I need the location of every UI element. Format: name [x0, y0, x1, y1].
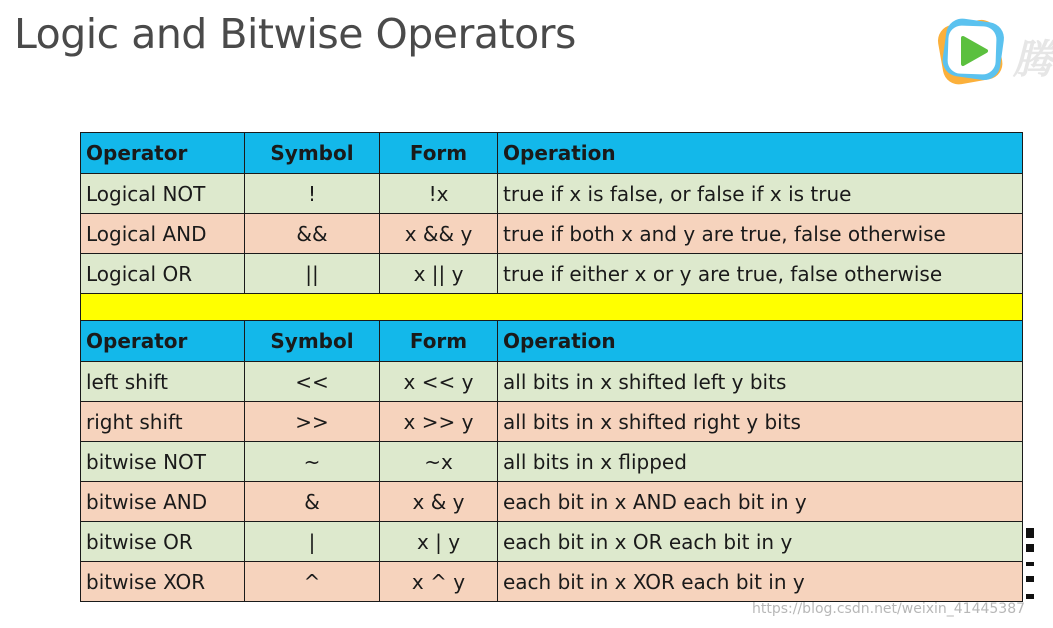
header-form: Form — [380, 321, 498, 362]
table-row — [81, 562, 1023, 602]
symbol-cell: ~ — [245, 442, 380, 482]
table-row — [81, 362, 1023, 402]
header-operation: Operation — [498, 321, 1023, 362]
operator-cell: bitwise NOT — [81, 442, 245, 482]
header-symbol: Symbol — [245, 321, 380, 362]
form-cell: ~x — [380, 442, 498, 482]
table-row — [81, 522, 1023, 562]
slide-title: Logic and Bitwise Operators — [14, 10, 576, 58]
form-cell: x || y — [380, 254, 498, 294]
form-cell: x | y — [380, 522, 498, 562]
symbol-cell: >> — [245, 402, 380, 442]
scrollbar-fragment[interactable] — [1024, 514, 1034, 624]
form-cell: x >> y — [380, 402, 498, 442]
table-row — [81, 442, 1023, 482]
operators-table — [80, 132, 1023, 602]
operation-cell: true if x is false, or false if x is true — [498, 174, 1023, 214]
operator-cell: bitwise OR — [81, 522, 245, 562]
operator-cell: Logical AND — [81, 214, 245, 254]
logo-text-fragment: 腾 — [1013, 37, 1053, 83]
operation-cell: true if either x or y are true, false otherwise — [498, 254, 1023, 294]
operation-cell: each bit in x XOR each bit in y — [498, 562, 1023, 602]
form-cell: x && y — [380, 214, 498, 254]
form-cell: x << y — [380, 362, 498, 402]
symbol-cell: ^ — [245, 562, 380, 602]
form-cell: x ^ y — [380, 562, 498, 602]
header-operator: Operator — [81, 133, 245, 174]
symbol-cell: || — [245, 254, 380, 294]
separator-row — [81, 294, 1023, 321]
operator-cell: Logical NOT — [81, 174, 245, 214]
watermark-url: https://blog.csdn.net/weixin_41445387 — [752, 601, 1026, 617]
operation-cell: true if both x and y are true, false otherwise — [498, 214, 1023, 254]
form-cell: !x — [380, 174, 498, 214]
header-form: Form — [380, 133, 498, 174]
symbol-cell: && — [245, 214, 380, 254]
header-operator: Operator — [81, 321, 245, 362]
separator-bar — [81, 294, 1023, 321]
operation-cell: all bits in x shifted right y bits — [498, 402, 1023, 442]
symbol-cell: | — [245, 522, 380, 562]
operation-cell: all bits in x flipped — [498, 442, 1023, 482]
symbol-cell: ! — [245, 174, 380, 214]
operator-cell: left shift — [81, 362, 245, 402]
table-row — [81, 402, 1023, 442]
table-row — [81, 174, 1023, 214]
operator-cell: bitwise XOR — [81, 562, 245, 602]
operation-cell: each bit in x AND each bit in y — [498, 482, 1023, 522]
header-symbol: Symbol — [245, 133, 380, 174]
operator-cell: Logical OR — [81, 254, 245, 294]
video-play-icon — [936, 16, 1006, 86]
table-row — [81, 482, 1023, 522]
table-row — [81, 214, 1023, 254]
bitwise-header-row — [81, 321, 1023, 362]
symbol-cell: << — [245, 362, 380, 402]
operator-cell: bitwise AND — [81, 482, 245, 522]
header-operation: Operation — [498, 133, 1023, 174]
logic-header-row — [81, 133, 1023, 174]
symbol-cell: & — [245, 482, 380, 522]
operator-cell: right shift — [81, 402, 245, 442]
operation-cell: all bits in x shifted left y bits — [498, 362, 1023, 402]
table-row — [81, 254, 1023, 294]
operation-cell: each bit in x OR each bit in y — [498, 522, 1023, 562]
form-cell: x & y — [380, 482, 498, 522]
